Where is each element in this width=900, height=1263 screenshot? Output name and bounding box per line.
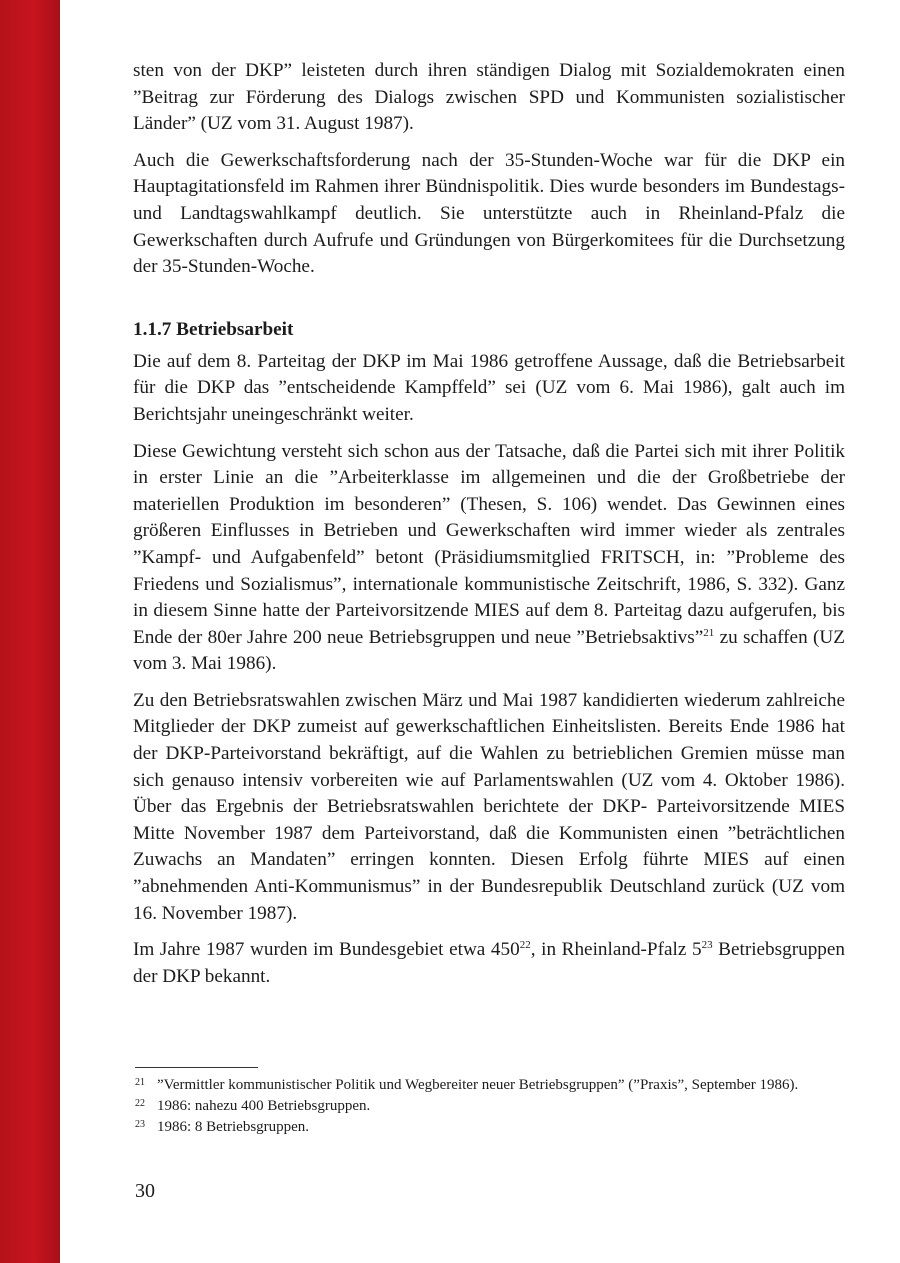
footnote-ref: 23 [701, 939, 713, 952]
paragraph [133, 937, 845, 990]
paragraph: sten von der DKP” leisteten durch ihren ständigen Dialog mit Sozialdemokraten einen ”Beitrag zur Förderung des Dialogs zwischen SPD und Kommunisten sozialistischer Länder” (UZ vom 31. August 1987). [133, 60, 845, 135]
footnote-text: ”Vermittler kommunistischer Politik und Wegbereiter neuer Betriebsgruppen” (”Praxis”, September 1986). [157, 1077, 799, 1093]
paragraph-text: Im Jahre 1987 wurden im Bundesgebiet etwa 450 [133, 939, 520, 961]
section-heading: 1.1.7 Betriebsarbeit [133, 318, 294, 340]
footnote-divider [135, 1067, 258, 1068]
paragraph: Zu den Betriebsratswahlen zwischen März und Mai 1987 kandidierten wiederum zahlreiche Mitglieder der DKP zumeist auf gewerkschaftlichen Einheitslisten. Bereits Ende 1986 hat der DKP-Parteivorstand bekräftigt, auf die Wahlen zu betrieblichen Gremien müsse man sich genauso intensiv vorbereiten wie auf Parlamentswahlen (UZ vom 4. Oktober 1986). Über das Ergebnis der Betriebsratswahlen berichtete der DKP- Parteivorsitzende MIES Mitte November 1987 dem Parteivorstand, daß die Kommunisten einen ”beträchtlichen Zuwachs an Mandaten” erringen konnten. Diesen Erfolg führte MIES auf einen ”abnehmenden Anti-Kommunismus” in der Bundesrepublik Deutschland zurück (UZ vom 16. November 1987). [133, 689, 845, 924]
footnote-text: 1986: nahezu 400 Betriebsgruppen. [157, 1098, 371, 1114]
footnote-ref: 22 [519, 939, 531, 952]
footnotes [135, 1075, 847, 1138]
footnote [135, 1075, 847, 1096]
footnote-ref: 21 [703, 626, 715, 639]
page-body [133, 58, 845, 1000]
footnote-text: 1986: 8 Betriebsgruppen. [157, 1119, 310, 1135]
footnote-number: 21 [135, 1077, 145, 1088]
footnote [135, 1096, 847, 1117]
page-number: 30 [135, 1180, 155, 1202]
paragraph-text: , in Rheinland-Pfalz 5 [530, 939, 702, 961]
paragraph: Die auf dem 8. Parteitag der DKP im Mai 1986 getroffene Aussage, daß die Betriebsarbeit für die DKP das ”entscheidende Kampffeld” sei (UZ vom 6. Mai 1986), galt auch im Berichtsjahr uneingeschränkt weiter. [133, 350, 845, 425]
red-margin-bar [0, 0, 60, 1263]
paragraph: Auch die Gewerkschaftsforderung nach der 35-Stunden-Woche war für die DKP ein Hauptagitationsfeld im Rahmen ihrer Bündnispolitik. Dies wurde besonders im Bundestags- und Landtagswahlkampf deutlich. Sie unterstützte auch in Rheinland-Pfalz die Gewerkschaften durch Aufrufe und Gründungen von Bürgerkomitees für die Durchsetzung der 35-Stunden-Woche. [133, 149, 845, 278]
footnote [135, 1117, 847, 1138]
footnote-number: 22 [135, 1098, 145, 1109]
paragraph [133, 439, 845, 678]
footnote-number: 23 [135, 1119, 145, 1130]
paragraph-text: Betriebsgruppen der DKP bekannt. [133, 939, 845, 987]
paragraph-text: zu schaffen (UZ vom 3. Mai 1986). [133, 626, 845, 675]
paragraph-text: Diese Gewichtung versteht sich schon aus der Tatsache, daß die Partei sich mit ihrer Politik in erster Linie an die ”Arbeiterklasse im allgemeinen und die der Großbetriebe der materiellen Produktion im besonderen” (Thesen, S. 106) wendet. Das Gewinnen eines größeren Einflusses in Betrieben und Gewerkschaften wird immer wieder als zentrales ”Kampf- und Aufgabenfeld” betont (Präsidiumsmitglied FRITSCH, in: ”Probleme des Friedens und Sozialismus”, internationale kommunistische Zeitschrift, 1986, S. 332). Ganz in diesem Sinne hatte der Parteivorsitzende MIES auf dem 8. Parteitag dazu aufgerufen, bis Ende der 80er Jahre 200 neue Betriebsgruppen und neue ”Betriebsaktivs” [133, 440, 845, 648]
